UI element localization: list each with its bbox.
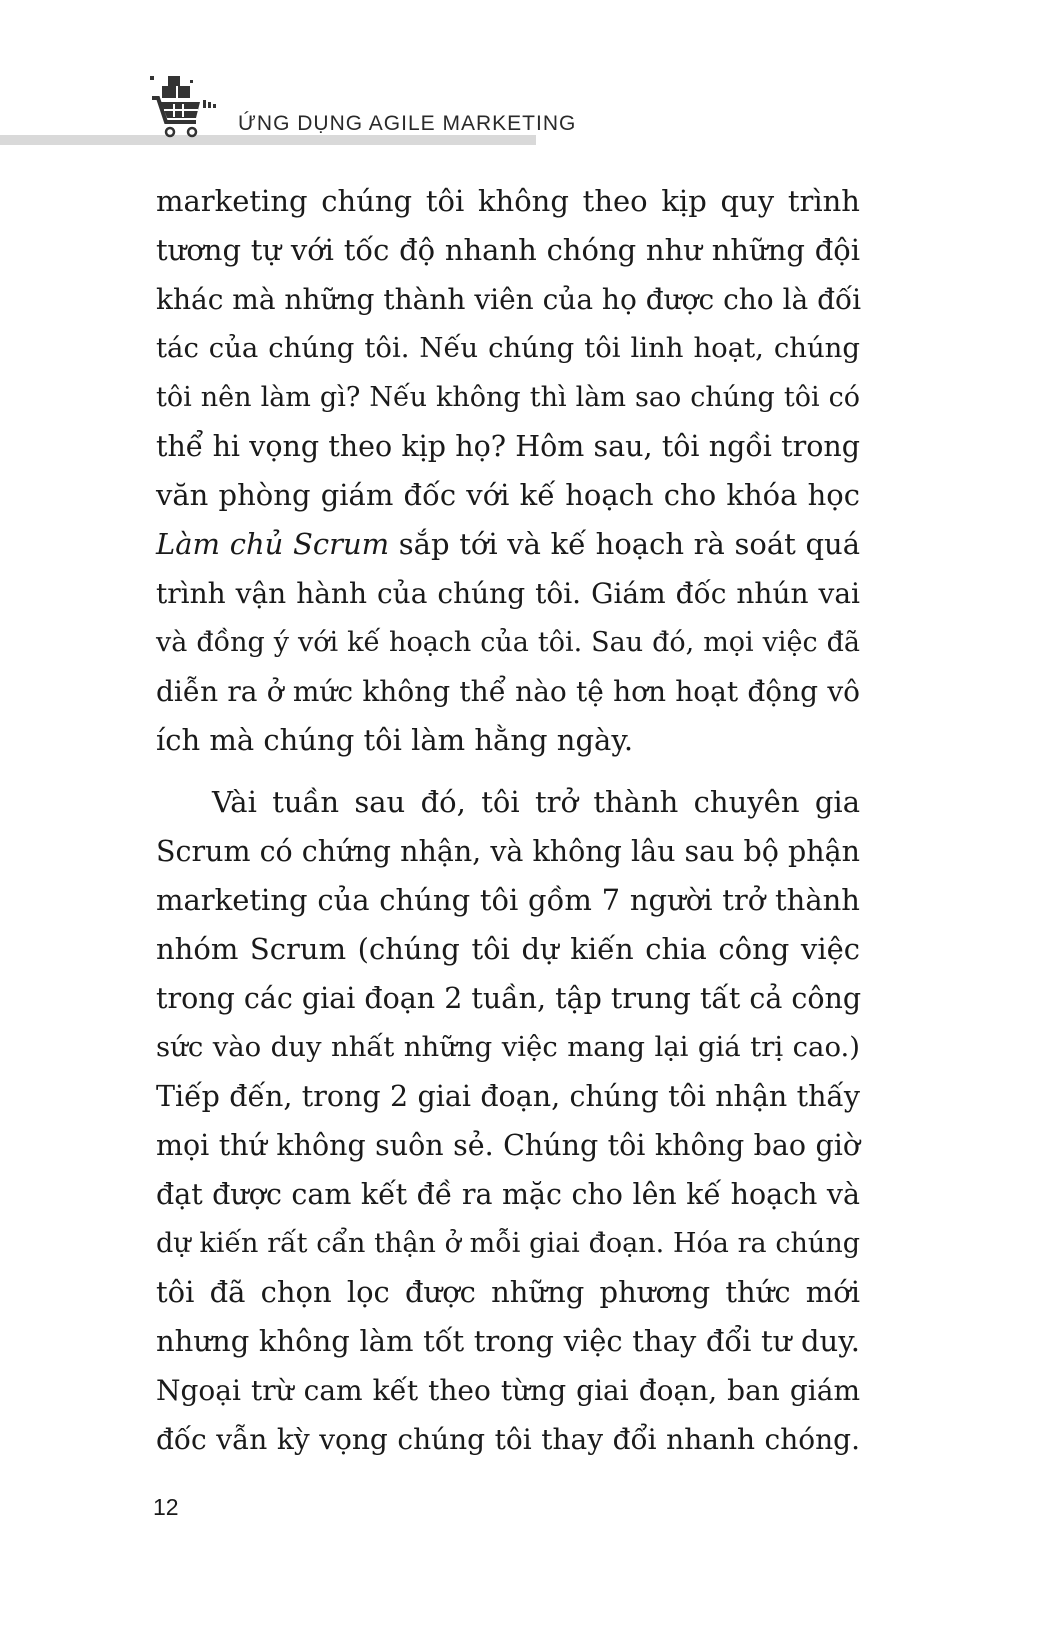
text-line: dự kiến rất cẩn thận ở mỗi giai đoạn. Hóa ra chúng bbox=[156, 1228, 860, 1259]
text-line: trong các giai đoạn 2 tuần, tập trung tất cả công bbox=[156, 982, 862, 1015]
text-line: và đồng ý với kế hoạch của tôi. Sau đó, mọi việc đã bbox=[156, 627, 860, 658]
text-line: nhưng không làm tốt trong việc thay đổi tư duy. bbox=[156, 1324, 860, 1358]
text-segment: sắp tới và kế hoạch rà soát quá bbox=[398, 527, 860, 561]
text-line: trình vận hành của chúng tôi. Giám đốc nhún vai bbox=[156, 577, 860, 610]
running-header-title: ỨNG DỤNG AGILE MARKETING bbox=[238, 112, 577, 135]
text-line: Ngoại trừ cam kết theo từng giai đoạn, ban giám bbox=[156, 1374, 860, 1407]
text-line: tôi nên làm gì? Nếu không thì làm sao chúng tôi có bbox=[156, 382, 860, 413]
text-line: marketing của chúng tôi gồm 7 người trở thành bbox=[156, 883, 860, 917]
text-line: Scrum có chứng nhận, và không lâu sau bộ phận bbox=[156, 835, 860, 868]
paragraph-2 bbox=[156, 778, 860, 1464]
paragraph-gap bbox=[156, 765, 860, 778]
text-line: ích mà chúng tôi làm hằng ngày. bbox=[156, 723, 634, 757]
text-line: đạt được cam kết đề ra mặc cho lên kế hoạch và bbox=[156, 1178, 860, 1211]
shopping-cart-icon bbox=[150, 72, 222, 144]
text-line: khác mà những thành viên của họ được cho là đối bbox=[156, 283, 862, 316]
text-line: thể hi vọng theo kịp họ? Hôm sau, tôi ngồi trong bbox=[156, 430, 860, 463]
text-line: diễn ra ở mức không thể nào tệ hơn hoạt động vô bbox=[156, 675, 860, 708]
text-line: văn phòng giám đốc với kế hoạch cho khóa học bbox=[156, 478, 860, 512]
text-line: Vài tuần sau đó, tôi trở thành chuyên gia bbox=[212, 785, 860, 819]
text-line: nhóm Scrum (chúng tôi dự kiến chia công việc bbox=[156, 932, 860, 966]
text-line: đốc vẫn kỳ vọng chúng tôi thay đổi nhanh chóng. bbox=[156, 1423, 860, 1456]
book-title: Làm chủ Scrum bbox=[156, 527, 390, 561]
text-line: tương tự với tốc độ nhanh chóng như những đội bbox=[156, 233, 860, 267]
text-line-with-title bbox=[156, 520, 860, 569]
body-text bbox=[156, 177, 860, 1464]
text-line: tác của chúng tôi. Nếu chúng tôi linh hoạt, chúng bbox=[156, 332, 860, 364]
text-line: tôi đã chọn lọc được những phương thức mới bbox=[156, 1275, 860, 1309]
text-line: mọi thứ không suôn sẻ. Chúng tôi không bao giờ bbox=[156, 1129, 860, 1162]
text-line: Tiếp đến, trong 2 giai đoạn, chúng tôi nhận thấy bbox=[156, 1080, 860, 1113]
page-number: 12 bbox=[153, 1494, 179, 1520]
text-line: marketing chúng tôi không theo kịp quy trình bbox=[156, 184, 860, 218]
text-line: sức vào duy nhất những việc mang lại giá trị cao.) bbox=[156, 1031, 860, 1063]
header-rule bbox=[0, 135, 536, 145]
paragraph-1 bbox=[156, 177, 860, 765]
